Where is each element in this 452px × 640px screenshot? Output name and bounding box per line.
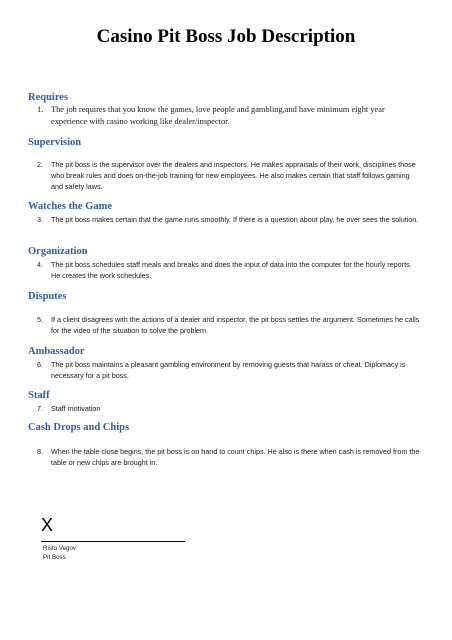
section-heading-supervision: Supervision [28, 137, 82, 148]
list-item-text: Staff motivation [51, 404, 101, 413]
section-heading-watches-the-game: Watches the Game [28, 201, 112, 212]
list-number: 5. [37, 315, 43, 324]
list-item-organization [37, 259, 422, 281]
list-item-text: When the table close begins, the pit boss is on hand to count chips. He also is there when cash is removed from the table or new chips are brought in. [51, 447, 420, 467]
signatory-role: Pit Boss [43, 554, 66, 561]
list-item-text: If a client disagrees with the actions of a dealer and inspector, the pit boss settles the argument. Sometimes he calls for the video of the situation to solve the problem. [51, 315, 420, 335]
list-number: 7. [37, 404, 43, 413]
section-heading-ambassador: Ambassador [28, 346, 85, 357]
section-heading-staff: Staff [28, 390, 50, 401]
list-number: 3. [37, 215, 43, 224]
list-item-text: The pit boss schedules staff meals and breaks and does the input of data into the computer for the hourly reports. He creates the work schedules. [51, 260, 412, 280]
list-item-watches-the-game [37, 214, 422, 225]
signature-line [41, 541, 185, 542]
document-title: Casino Pit Boss Job Description [96, 26, 356, 47]
list-item-text: The pit boss is the supervisor over the dealers and inspectors. He makes appraisals of their work, disciplines those who break rules and does on-the-job training for new employees. He also makes certain that staff follows gaming and safety laws. [51, 160, 416, 191]
list-item-staff [37, 403, 422, 414]
list-number: 2. [37, 160, 43, 169]
list-item-text: The pit boss maintains a pleasant gambling environment by removing guests that harass or cheat. Diplomacy is necessary for a pit boss. [51, 360, 406, 380]
list-number: 8. [37, 447, 43, 456]
list-item-text: The pit boss makes certain that the game runs smoothly. If there is a question about play, he over sees the solution. [51, 215, 419, 224]
list-item-cash-drops-and-chips [37, 446, 422, 468]
signature-mark: X [41, 515, 54, 535]
list-item-requires [37, 104, 422, 128]
section-heading-requires: Requires [28, 92, 69, 103]
signatory-name: Risto Vegov [43, 545, 77, 552]
section-heading-organization: Organization [28, 246, 88, 257]
section-heading-disputes: Disputes [28, 291, 67, 302]
list-number: 6. [37, 360, 43, 369]
list-number: 1. [37, 105, 44, 114]
list-item-text: The job requires that you know the games, love people and gambling,and have minimum eight year experience with casino working like dealer/inspector. [51, 105, 385, 126]
list-item-ambassador [37, 359, 422, 381]
list-item-disputes [37, 314, 422, 336]
section-heading-cash-drops-and-chips: Cash Drops and Chips [28, 422, 130, 433]
list-item-supervision [37, 159, 422, 192]
list-number: 4. [37, 260, 43, 269]
